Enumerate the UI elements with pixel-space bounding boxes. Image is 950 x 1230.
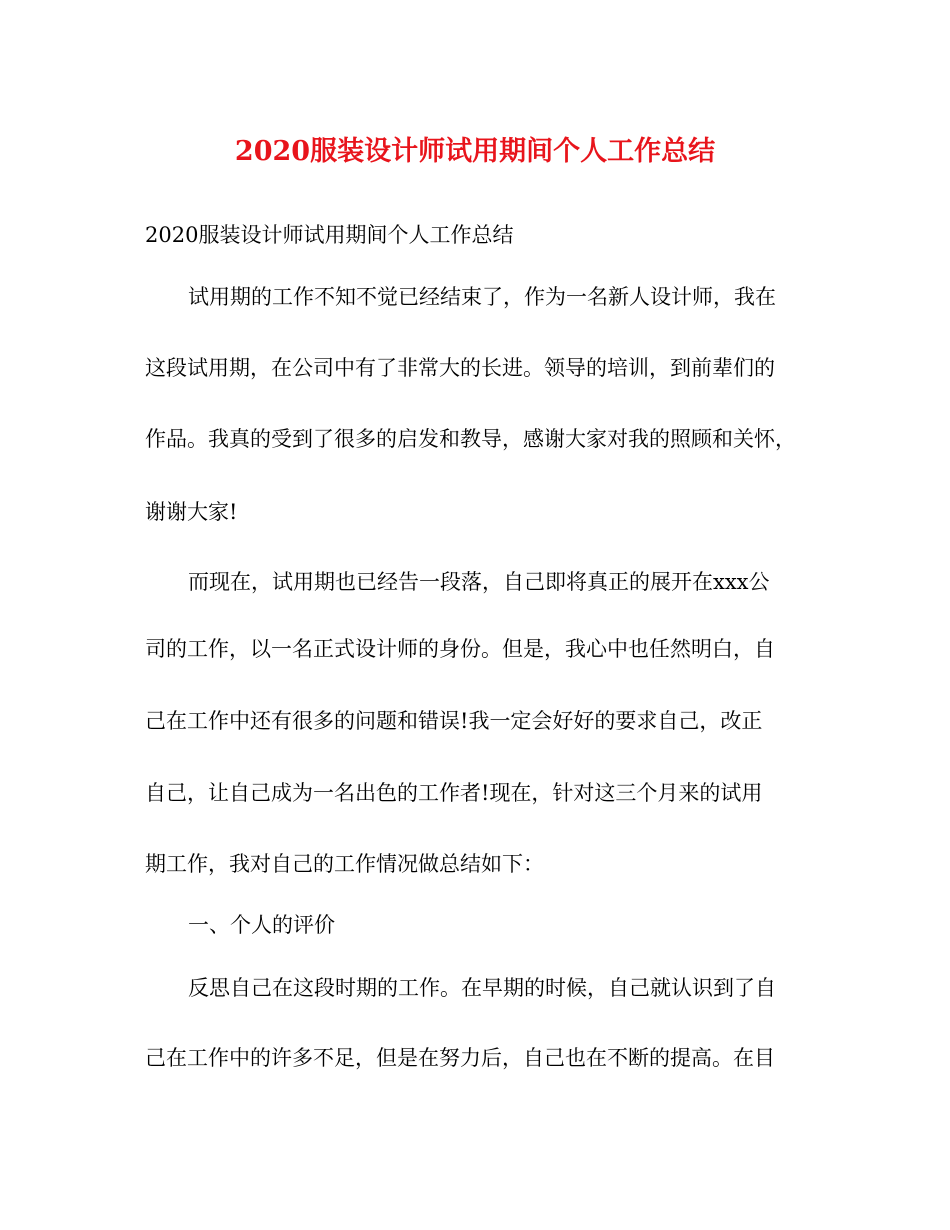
paragraph-line: 己在工作中的许多不足，但是在努力后，自己也在不断的提高。在目 [145, 1046, 775, 1070]
paragraph-line: 这段试用期，在公司中有了非常大的长进。领导的培训，到前辈们的 [145, 356, 775, 380]
paragraph-line: 反思自己在这段时期的工作。在早期的时候，自己就认识到了自 [188, 976, 776, 1000]
paragraph-line: 谢谢大家! [145, 500, 238, 524]
paragraph-line: 司的工作，以一名正式设计师的身份。但是，我心中也任然明白，自 [145, 637, 775, 661]
paragraph-line: 而现在，试用期也已经告一段落，自己即将真正的展开在xxx公 [188, 570, 770, 594]
subtitle-line: 2020服装设计师试用期间个人工作总结 [145, 223, 514, 247]
paragraph-line: 期工作，我对自己的工作情况做总结如下： [145, 852, 544, 876]
document-title: 2020服装设计师试用期间个人工作总结 [234, 136, 716, 167]
paragraph-line: 己在工作中还有很多的问题和错误!我一定会好好的要求自己，改正 [145, 709, 763, 733]
section-heading: 一、个人的评价 [188, 913, 335, 937]
paragraph-line: 作品。我真的受到了很多的启发和教导，感谢大家对我的照顾和关怀， [145, 427, 796, 451]
paragraph-line: 自己，让自己成为一名出色的工作者!现在，针对这三个月来的试用 [145, 781, 763, 805]
paragraph-line: 试用期的工作不知不觉已经结束了，作为一名新人设计师，我在 [188, 285, 776, 309]
